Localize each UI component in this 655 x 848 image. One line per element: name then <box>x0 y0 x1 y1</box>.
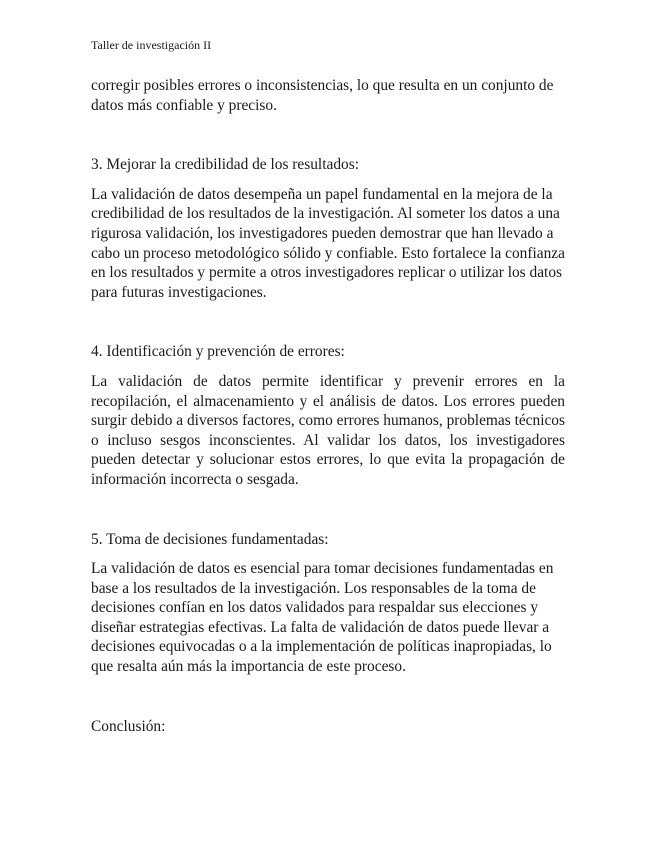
section-3-paragraph: La validación de datos desempeña un papel fundamental en la mejora de la credibilidad de los resultados de la investigación. Al someter los datos a una rigurosa validación, los investigadores pueden demostrar que han llevado a cabo un proceso metodológico sólido y confiable. Esto fortalece la confianza en los resultados y permite a otros investigadores replicar o utilizar los datos para futuras investigaciones. <box>91 185 565 301</box>
section-4-heading: 4. Identificación y prevención de errores: <box>91 343 345 361</box>
section-3-heading: 3. Mejorar la credibilidad de los resultados: <box>91 156 359 174</box>
section-5-paragraph: La validación de datos es esencial para tomar decisiones fundamentadas en base a los resultados de la investigación. Los responsables de la toma de decisiones confían en los datos validados para respaldar sus elecciones y diseñar estrategias efectivas. La falta de validación de datos puede llevar a decisiones equivocadas o a la implementación de políticas inapropiadas, lo que resalta aún más la importancia de este proceso. <box>91 560 554 676</box>
running-header: Taller de investigación II <box>91 38 212 52</box>
section-4-paragraph: La validación de datos permite identificar y prevenir errores en la recopilación, el almacenamiento y el análisis de datos. Los errores pueden surgir debido a diversos factores, como errores humanos, problemas técnicos o incluso sesgos inconscientes. Al validar los datos, los investigadores pueden detectar y solucionar estos errores, lo que evita la propagación de información incorrecta o sesgada. <box>91 372 565 488</box>
intro-paragraph: corregir posibles errores o inconsistencias, lo que resulta en un conjunto de datos más confiable y preciso. <box>91 77 554 114</box>
document-body <box>91 76 565 736</box>
section-5-heading: 5. Toma de decisiones fundamentadas: <box>91 530 329 548</box>
conclusion-heading: Conclusión: <box>91 717 166 735</box>
